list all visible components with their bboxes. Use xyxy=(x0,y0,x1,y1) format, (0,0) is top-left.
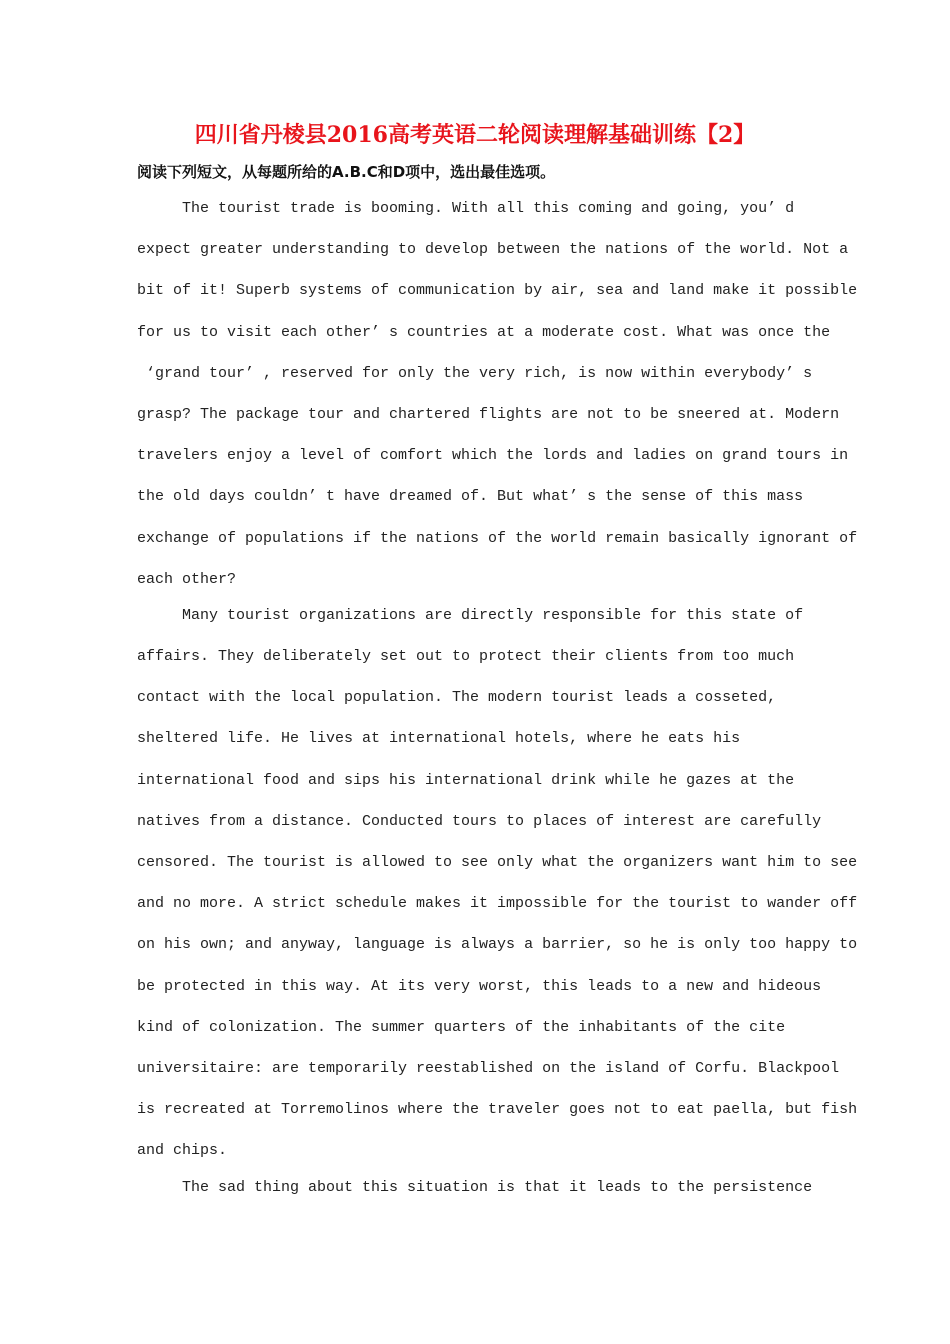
text-line: natives from a distance. Conducted tours to places of interest are carefully xyxy=(137,812,822,830)
text-line: be protected in this way. At its very worst, this leads to a new and hideous xyxy=(137,977,822,995)
text-line: for us to visit each other’ s countries at a moderate cost. What was once the xyxy=(137,323,831,341)
text-line: bit of it! Superb systems of communication by air, sea and land make it possible xyxy=(137,282,858,300)
text-line: on his own; and anyway, language is always a barrier, so he is only too happy to xyxy=(137,936,858,954)
paragraph-2 xyxy=(137,599,858,1176)
text-line: expect greater understanding to develop between the nations of the world. Not a xyxy=(137,241,849,259)
text-line: is recreated at Torremolinos where the traveler goes not to eat paella, but fish xyxy=(137,1101,858,1119)
text-line: and chips. xyxy=(137,1142,228,1160)
text-line: exchange of populations if the nations of the world remain basically ignorant of xyxy=(137,529,858,547)
text-line: The tourist trade is booming. With all this coming and going, you’ d xyxy=(137,200,795,217)
paragraph-1 xyxy=(137,192,858,604)
paragraph-3 xyxy=(137,1171,827,1212)
reading-instruction: 阅读下列短文，从每题所给的A.B.C和D项中，选出最佳选项。 xyxy=(137,163,556,181)
text-line: and no more. A strict schedule makes it impossible for the tourist to wander off xyxy=(137,895,858,913)
text-line: the old days couldn’ t have dreamed of. But what’ s the sense of this mass xyxy=(137,488,804,506)
text-line: travelers enjoy a level of comfort which the lords and ladies on grand tours in xyxy=(137,447,849,465)
text-line: contact with the local population. The modern tourist leads a cosseted, xyxy=(137,689,777,707)
passage-body xyxy=(137,192,858,1212)
document-title: 四川省丹棱县2016高考英语二轮阅读理解基础训练【2】 xyxy=(194,122,756,148)
text-line: sheltered life. He lives at international hotels, where he eats his xyxy=(137,730,741,748)
text-line: The sad thing about this situation is that it leads to the persistence xyxy=(137,1178,813,1196)
text-line: each other? xyxy=(137,570,237,588)
text-line: censored. The tourist is allowed to see only what the organizers want him to see xyxy=(137,854,858,871)
text-line: international food and sips his international drink while he gazes at the xyxy=(137,771,795,789)
text-line: ‘grand tour’ , reserved for only the very rich, is now within everybody’ s xyxy=(137,364,813,382)
text-line: Many tourist organizations are directly responsible for this state of xyxy=(137,606,804,624)
text-line: affairs. They deliberately set out to protect their clients from too much xyxy=(137,648,795,666)
text-line: universitaire: are temporarily reestablished on the island of Corfu. Blackpool xyxy=(137,1059,840,1077)
text-line: kind of colonization. The summer quarters of the inhabitants of the cite xyxy=(137,1018,786,1036)
text-line: grasp? The package tour and chartered flights are not to be sneered at. Modern xyxy=(137,405,840,423)
